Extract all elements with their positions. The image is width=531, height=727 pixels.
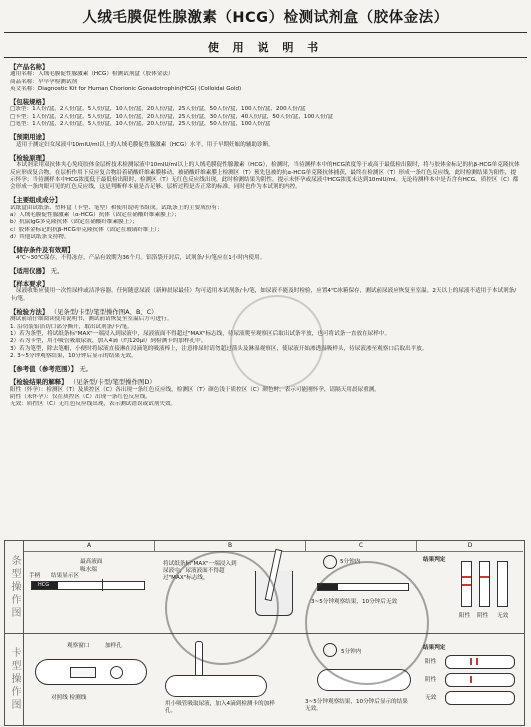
strip-label-insert: 将试纸条标"MAX"一端浸入到尿液中，尿液液面不得超过"MAX"标志线， <box>163 561 237 581</box>
seal-stamp-body <box>230 295 324 389</box>
components-item-a: a）人绒毛膜促性腺激素（α-HCG）抗体（固定在硝酸纤维素膜上）； <box>10 212 180 219</box>
card-label-timer: 5分钟内 <box>341 649 362 655</box>
strip-label-handle: 手柄 <box>29 573 41 579</box>
principle-text: 本试剂采用双抗体夹心免疫胶体金层析技术检测尿液中10mIU/ml以上的人绒毛膜促性腺激素（HCG），检测时，当待测样本中的HCG浓度等于或高于最低检出限时，将与胶体金标记的抗β-HCG单克隆抗体反应形成复合物，在层析作用下反应复合物沿着硝酸纤维素膜移动，被硝酸纤维素膜上检测区（T）预先包被的抗α-HCG单克隆抗体捕获，最终在检测区（T）形成一条红色反应线，此时检测结果为阳性，提示怀孕；当待测样本中HCG浓度低于最低检出限时，检测区（T）无红色反应线出现，此时检测结果为阴性，提示未怀孕或尿液中HCG浓度未达到10mIU/ml。无论待测样本中是否含有HCG，质控区（C）都会形成一条肉眼可见的红色反应线，这是判断样本量是否足够、层析过程是否正常的标准，同时也作为本试剂的内控。 <box>10 162 520 191</box>
section-heading-sample: 【样本要求】 <box>10 280 49 289</box>
card-result-negative-label: 阴性 <box>425 677 437 683</box>
interpretation-heading-label: 【检验结果的解释】 <box>10 378 68 387</box>
card-with-dropper-drawing <box>165 675 267 697</box>
packaging-strip: □条型：1人份/盒，2人份/盒，5人份/盒，10人份/盒，20人份/盒，25人份/盒，50人份/盒，100人份/盒，200人份/盒 <box>10 106 306 113</box>
strip-label-result-title: 结果判定 <box>423 557 446 563</box>
section-heading-instrument <box>10 268 521 275</box>
reference-heading-label: 【参考值（参考范围）】 <box>10 365 78 374</box>
card-operation-panel <box>5 633 524 725</box>
components-item-d: d）其他试纸条支持物。 <box>10 233 70 240</box>
test-strip-drawing <box>31 581 145 590</box>
method-step-1: 1. 沿切装铝箔切口部分撕开，取出试剂条/卡/笔。 <box>10 323 133 330</box>
operation-diagrams <box>4 540 525 726</box>
seal-stamp-left <box>165 551 279 665</box>
result-card-negative <box>445 673 515 687</box>
intended-use-text: 适用于测定妇女尿液中10mIU/ml以上的人绒毛膜促性腺激素（HCG）水平，用于早期妊娠的辅助诊断。 <box>16 141 274 148</box>
method-step-2: 2. 3~5分钟观察结果，10分钟后显示的结果无效。 <box>10 352 137 359</box>
section-heading-product-name: 【产品名称】 <box>10 63 49 71</box>
strip-label-observe: 3~5分钟观察结果，10分钟后无效 <box>311 599 398 605</box>
positive-test-band <box>462 584 471 586</box>
product-generic-name: 通用名称：人绒毛膜促性腺激素（HCG）检测试剂盒（胶体金法） <box>10 71 174 78</box>
result-strip-positive <box>461 561 472 607</box>
strip-panel-side-label: 条型操作图 <box>5 541 24 633</box>
column-c-header: C <box>306 541 417 552</box>
method-step-1-strip: 1）若为条型，将试纸条标"MAX"一端浸入到尿液中，尿液液面不得超过"MAX"标志线，待尿液爬至观察区后取出试条平放，也可将试条一直放在尿样中。 <box>10 330 391 337</box>
card-result-positive-label: 阳性 <box>425 659 437 665</box>
result-strip-negative <box>479 561 490 607</box>
card-observation-window <box>70 667 96 678</box>
storage-text: 4℃~30℃保存，不得冻存，产品有效期为36个月。铝箔袋开封后，试剂条/卡/笔应在1小时内使用。 <box>16 254 266 261</box>
card-sample-well <box>110 666 123 679</box>
reference-text: 无。 <box>79 365 93 374</box>
title-rule <box>4 32 527 33</box>
strip-result-invalid-label: 无效 <box>497 613 509 619</box>
method-heading-label: 【检验方法】 <box>10 308 49 317</box>
product-english-name: 英文名称：Diagnostic Kit for Human Chorionic Gonadotrophin(HCG) (Colloidal Gold) <box>10 85 242 92</box>
card-result-invalid-label: 无效 <box>425 695 437 701</box>
strip-result-negative-label: 阴性 <box>477 613 489 619</box>
card-positive-control-band <box>470 658 472 665</box>
components-item-b: b）抗鼠IgG多克隆抗体（固定在硝酸纤维素膜上）； <box>10 219 138 226</box>
strip-label-max-line: 最高液面 <box>80 559 103 565</box>
card-panel-side-label: 卡型操作图 <box>5 633 24 725</box>
strip-label-timer: 5分钟内 <box>340 559 361 565</box>
column-a-header: A <box>24 541 155 552</box>
components-item-c: c）胶体金标记的抗β-HCG单克隆抗体（固定在玻璃纤维上）； <box>10 226 163 233</box>
interpretation-positive: 阳性（怀孕）：检测区（T）及质控区（C）各出现一条红色反应线，检测区（T）颜色浅于质控区（C）颜色时，表示可能刚怀孕，请隔天用晨尿重测。 <box>10 386 380 393</box>
column-b-header: B <box>155 541 306 552</box>
card-label-observe: 3~5分钟观察结果，10分钟后显示的结果无效。 <box>305 699 408 712</box>
document-subtitle: 使 用 说 明 书 <box>207 41 324 54</box>
section-heading-principle: 【检验原理】 <box>10 153 49 162</box>
method-step-1-pen: 3）若为笔型，除去笔帽，小便时将尿液直接淋在浸滴笔的吸液棒上，注意排尿时请勿超过箭头及淋湿观察区，使尿液开始渗透湿吸样头，待尿液渗至观察口后取出平放。 <box>10 345 428 352</box>
subtitle-rule <box>4 57 527 58</box>
section-heading-intended-use: 【预期用途】 <box>10 133 49 142</box>
seal-stamp-right <box>305 561 429 685</box>
result-card-invalid <box>445 691 515 705</box>
result-strip-invalid <box>497 561 508 607</box>
instrument-heading-label: 【适用仪器】 <box>10 266 49 275</box>
result-card-positive <box>445 655 515 669</box>
card-label-sample-well: 加样孔 <box>105 643 122 649</box>
section-heading-storage: 【储存条件及有效期】 <box>10 246 74 255</box>
strip-result-positive-label: 阳性 <box>459 613 471 619</box>
test-card-drawing <box>35 659 147 685</box>
interpretation-heading-note: （见条型/卡型/笔型操作图D） <box>69 378 156 387</box>
column-d-header: D <box>417 541 523 552</box>
section-heading-components: 【主要组成成分】 <box>10 196 62 205</box>
interpretation-invalid: 无效：质控区（C）无红色反应线出现，表示测试错误或试剂失效。 <box>10 401 177 408</box>
card-label-dropper: 用小吸管吸取尿液，加入4滴到检测卡的加样孔。 <box>165 701 275 714</box>
method-step-intro: 测试前请仔细阅读使用说明书，测试前请恢复至室温后方可进行。 <box>10 316 173 323</box>
packaging-pen: □笔型：1人份/盒，2人份/盒，5人份/盒，10人份/盒，20人份/盒，25人份/盒，50人份/盒，100人份/盒 <box>10 121 271 128</box>
card-negative-control-band <box>470 676 472 683</box>
method-heading-note: （见条型/卡型/笔型操作图A、B、C） <box>50 308 158 317</box>
positive-control-band <box>462 576 471 578</box>
sample-text: 尿液收集应使用一次性尿样或洁净容器。任何随意尿液（新鲜晨尿最佳）均可适用本试剂条/卡/笔，如尿液不能及时检验，应置4℃冰箱保存，测试前尿液应恢复至室温。2天以上的尿液不适用于本试剂条/卡/笔。 <box>10 288 517 302</box>
section-heading-packaging: 【包装规格】 <box>10 98 49 107</box>
interpretation-negative: 阴性（未怀孕）：仅在质控区（C）出现一条红色反应线。 <box>10 393 151 400</box>
method-step-1-card: 2）若为卡型，用小吸管吸取尿液，加入4滴（约120μl）到检测卡的加样孔中。 <box>10 338 207 345</box>
card-label-result-title: 结果判定 <box>423 645 446 651</box>
packaging-card: □卡型：1人份/盒，2人份/盒，5人份/盒，10人份/盒，20人份/盒，25人份/盒，30人份/盒，40人份/盒，50人份/盒，100人份/盒 <box>10 113 334 120</box>
strip-max-marker <box>102 579 103 591</box>
product-trade-name: 商品名称：早早孕检测试剂 <box>10 78 78 85</box>
strip-hcg-mark: HCG <box>38 582 50 588</box>
instrument-text: 无。 <box>50 266 64 275</box>
card-label-align: 对照线 检测线 <box>51 695 87 701</box>
strip-label-absorbent: 吸水端 <box>80 567 97 573</box>
strip-label-result-area: 结果显示区 <box>51 573 79 579</box>
card-label-window: 观察窗口 <box>67 643 90 649</box>
card-positive-test-band <box>476 658 478 665</box>
timer-clock-icon <box>323 555 337 569</box>
document-title: 人绒毛膜促性腺激素（HCG）检测试剂盒（胶体金法） <box>82 10 449 26</box>
components-intro: 试纸盒由试纸条、塑料盒（卡型、笔型）和使用说明书组成。试纸条上的主要成份有： <box>10 204 223 211</box>
negative-control-band <box>480 576 489 578</box>
